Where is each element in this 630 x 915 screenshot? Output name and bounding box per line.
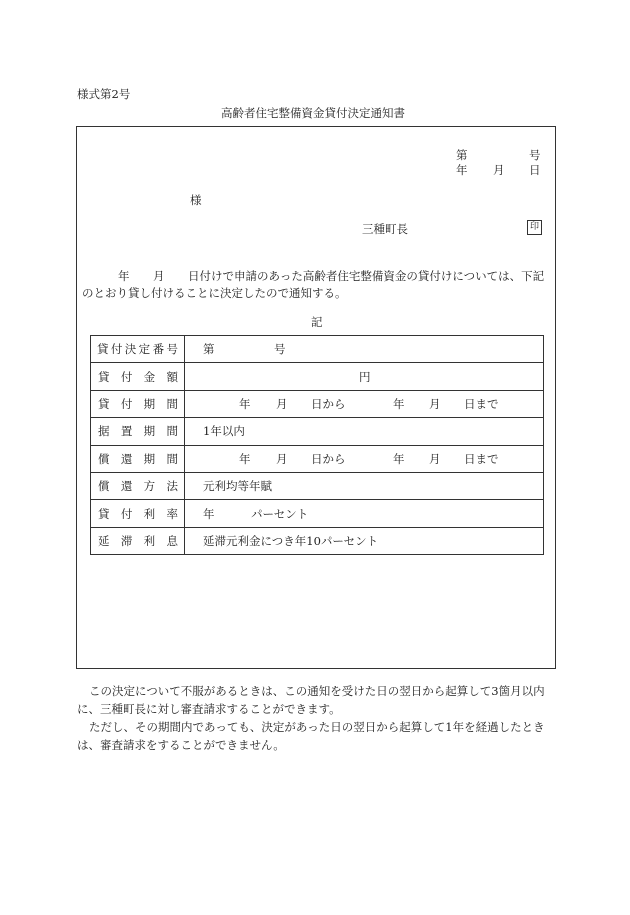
row-label-cell: [91, 418, 185, 445]
intro-month: 月: [153, 269, 165, 283]
table-row: [91, 527, 544, 554]
value-text: 元利均等年賦: [203, 479, 272, 494]
row-label-char: 付: [120, 506, 133, 521]
row-label-char: 号: [166, 342, 178, 357]
page-title: 高齢者住宅整備資金貸付決定通知書: [221, 106, 405, 120]
row-label-char: 据: [98, 424, 110, 439]
value-year: 年: [203, 506, 215, 521]
row-label: [91, 396, 184, 412]
row-label: [91, 423, 184, 439]
row-label-cell: [91, 472, 185, 499]
table-row: [91, 390, 544, 417]
row-label-char: 貸: [98, 369, 110, 384]
row-label-char: 金: [143, 369, 156, 384]
value-year: 年: [239, 451, 251, 466]
header-month: 月: [493, 163, 505, 177]
row-value: [185, 528, 543, 554]
row-label-char: 利: [143, 533, 156, 548]
row-label: [91, 533, 184, 549]
table-row: [91, 445, 544, 472]
row-label-char: 付: [120, 396, 133, 411]
value-month: 月: [276, 396, 288, 411]
loan-detail-table: [90, 335, 544, 555]
table-row: [91, 418, 544, 445]
row-label-char: 償: [98, 479, 110, 494]
row-value: [185, 364, 543, 390]
intro-year: 年: [118, 269, 130, 283]
row-label-cell: [91, 390, 185, 417]
row-label: [91, 506, 184, 522]
row-label-char: 利: [143, 506, 156, 521]
row-value-cell: [185, 418, 544, 445]
row-label-char: 期: [143, 424, 156, 439]
header-gou: 号: [529, 148, 541, 162]
value-month2: 月: [429, 396, 441, 411]
row-label: [91, 478, 184, 494]
value-from: 日から: [311, 396, 346, 411]
value-month2: 月: [429, 451, 441, 466]
row-label-char: 方: [143, 479, 156, 494]
row-value-cell: [185, 336, 544, 363]
row-value: [185, 446, 543, 472]
value-dai: 第: [203, 342, 215, 357]
row-label-char: 間: [166, 451, 178, 466]
value-text: 延滞元利金につき年10パーセント: [203, 533, 379, 548]
row-label-cell: [91, 527, 185, 554]
notice-p1-line1: この決定について不服があるときは、この通知を受けた日の翌日から起算して3箇月以内: [89, 684, 545, 698]
row-label-char: 法: [166, 479, 178, 494]
row-label-char: 間: [166, 396, 178, 411]
value-month: 月: [276, 451, 288, 466]
row-value-cell: [185, 500, 544, 527]
row-value: [185, 391, 543, 417]
value-from: 日から: [311, 451, 346, 466]
row-label-char: 付: [120, 369, 133, 384]
row-label-char: 還: [120, 451, 133, 466]
addressee-suffix: 様: [190, 193, 202, 207]
row-value: [185, 501, 543, 527]
header-day: 日: [529, 163, 541, 177]
row-label-char: 貸: [98, 506, 110, 521]
intro-text-line1: 日付けで申請のあった高齢者住宅整備資金の貸付けについては、下記: [188, 269, 545, 283]
row-value-cell: [185, 445, 544, 472]
row-value: [185, 473, 543, 499]
seal-mark: 印: [527, 220, 542, 235]
row-label-char: 貸: [98, 396, 110, 411]
form-number: 様式第2号: [77, 87, 131, 101]
table-row: [91, 472, 544, 499]
intro-text-line2: のとおり貸し付けることに決定したので通知する。: [82, 286, 347, 300]
row-label-char: 率: [166, 506, 178, 521]
row-label-char: 期: [143, 451, 156, 466]
row-value-cell: [185, 363, 544, 390]
row-label: [91, 369, 184, 385]
row-label-char: 定: [138, 342, 151, 357]
table-row: [91, 500, 544, 527]
row-label-char: 貸: [97, 342, 109, 357]
row-label-char: 息: [166, 533, 178, 548]
notice-p1-line2: に、三種町長に対し審査請求することができます。: [77, 702, 341, 716]
value-year2: 年: [393, 396, 405, 411]
value-yen: 円: [359, 369, 371, 384]
table-row: [91, 363, 544, 390]
row-label-char: 決: [124, 342, 137, 357]
value-year2: 年: [393, 451, 405, 466]
row-value-cell: [185, 472, 544, 499]
value-text: 1年以内: [203, 424, 245, 439]
row-value-cell: [185, 527, 544, 554]
value-unit: パーセント: [251, 506, 309, 521]
row-label: [91, 451, 184, 467]
value-until: 日まで: [464, 451, 499, 466]
notice-p2-line1: ただし、その期間内であっても、決定があった日の翌日から起算して1年を経過したとき: [89, 720, 545, 734]
row-label-char: 置: [120, 424, 133, 439]
row-label: [91, 341, 184, 357]
value-year: 年: [239, 396, 251, 411]
row-value: [185, 336, 543, 362]
sender-name: 三種町長: [362, 222, 408, 236]
notice-p2-line2: は、審査請求をすることができません。: [77, 738, 285, 752]
row-label-char: 期: [143, 396, 156, 411]
row-label-cell: [91, 363, 185, 390]
value-gou: 号: [274, 342, 286, 357]
row-label-char: 間: [166, 424, 178, 439]
row-label-char: 滞: [120, 533, 133, 548]
row-label-char: 付: [110, 342, 123, 357]
row-value-cell: [185, 390, 544, 417]
row-value: [185, 418, 543, 444]
row-label-char: 償: [98, 451, 110, 466]
row-label-cell: [91, 500, 185, 527]
row-label-char: 額: [166, 369, 178, 384]
table-row: [91, 336, 544, 363]
row-label-char: 延: [98, 533, 110, 548]
header-dai: 第: [456, 148, 468, 162]
row-label-char: 番: [152, 342, 165, 357]
row-label-cell: [91, 445, 185, 472]
row-label-char: 還: [120, 479, 133, 494]
ki-heading: 記: [311, 315, 323, 329]
value-until: 日まで: [464, 396, 499, 411]
header-year: 年: [456, 163, 468, 177]
row-label-cell: [91, 336, 185, 363]
